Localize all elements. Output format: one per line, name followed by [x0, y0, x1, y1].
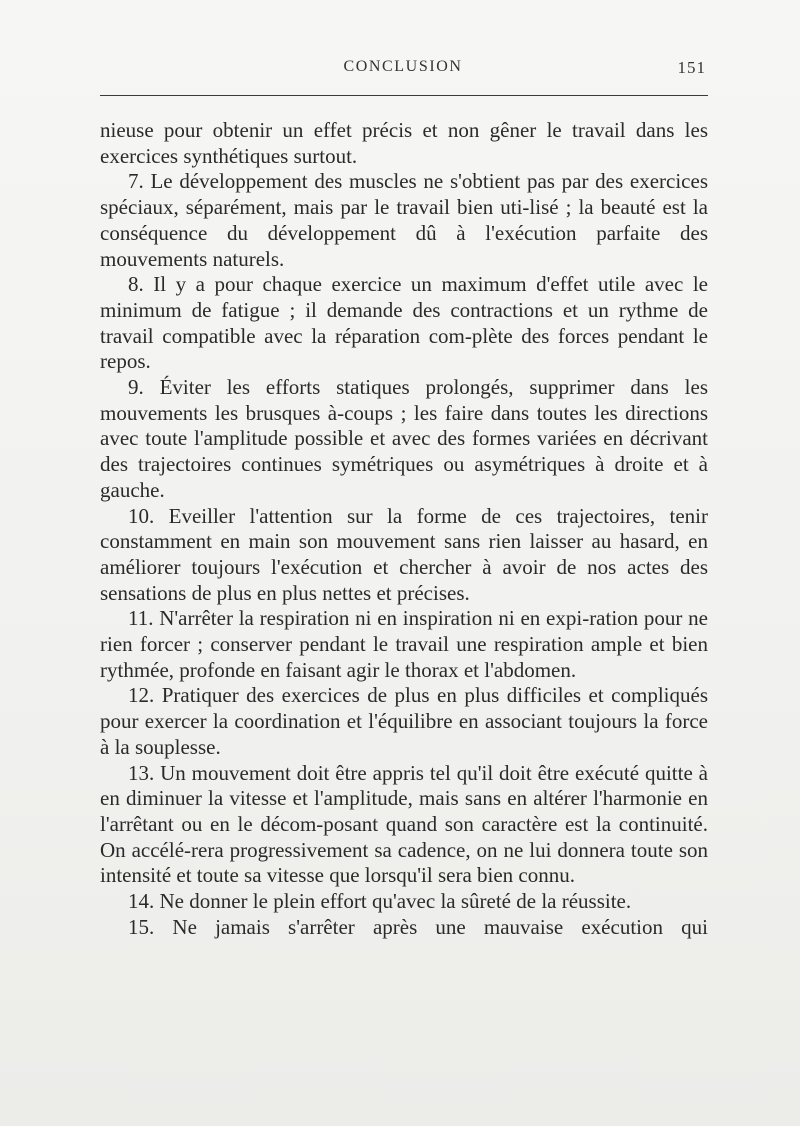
paragraph-item-12: 12. Pratiquer des exercices de plus en plus difficiles et compliqués pour exercer la coordination et l'équilibre en associant toujours la force à la souplesse.	[100, 683, 708, 759]
paragraph-item-13: 13. Un mouvement doit être appris tel qu'il doit être exécuté quitte à en diminuer la vitesse et l'amplitude, mais sans en altérer l'harmonie en l'arrêtant ou en le décom-posant quand son caractère est la continuité. On accélé-rera progressivement sa cadence, on ne lui donnera toute son intensité et toute sa vitesse que lorsqu'il sera bien connu.	[100, 760, 708, 888]
running-head	[98, 58, 708, 82]
paragraph-item-9: 9. Éviter les efforts statiques prolongés, supprimer dans les mouvements les brusques à-coups ; les faire dans toutes les directions avec toute l'amplitude possible et avec des formes variées en décrivant des trajectoires continues symétriques ou asymétriques à droite et à gauche.	[100, 375, 708, 502]
paragraph-item-11: 11. N'arrêter la respiration ni en inspiration ni en expi-ration pour ne rien forcer ; conserver pendant le travail une respiration ample et bien rythmée, profonde en faisant agir le thorax et l'abdomen.	[100, 606, 708, 682]
running-title: CONCLUSION	[343, 58, 463, 75]
header-rule	[100, 95, 708, 96]
paragraph-continuation: nieuse pour obtenir un effet précis et non gêner le travail dans les exercices synthétiques surtout.	[100, 118, 708, 168]
paragraph-item-7: 7. Le développement des muscles ne s'obtient pas par des exercices spéciaux, séparément, mais par le travail bien uti-lisé ; la beauté est la conséquence du développement dû à l'exécution parfaite des mouvements naturels.	[100, 169, 708, 271]
paragraph-item-8: 8. Il y a pour chaque exercice un maximum d'effet utile avec le minimum de fatigue ; il demande des contractions et un rythme de travail compatible avec la réparation com-plète des forces pendant le repos.	[100, 272, 708, 374]
paragraph-item-14: 14. Ne donner le plein effort qu'avec la sûreté de la réussite.	[128, 889, 632, 914]
paragraph-item-10: 10. Eveiller l'attention sur la forme de ces trajectoires, tenir constamment en main son mouvement sans rien laisser au hasard, en améliorer toujours l'exécution et chercher à avoir de nos actes des sensations de plus en plus nettes et précises.	[100, 503, 708, 605]
page-number: 151	[677, 58, 706, 77]
paragraph-item-15: 15. Ne jamais s'arrêter après une mauvaise exécution qui	[128, 914, 708, 939]
body-text	[100, 118, 708, 941]
